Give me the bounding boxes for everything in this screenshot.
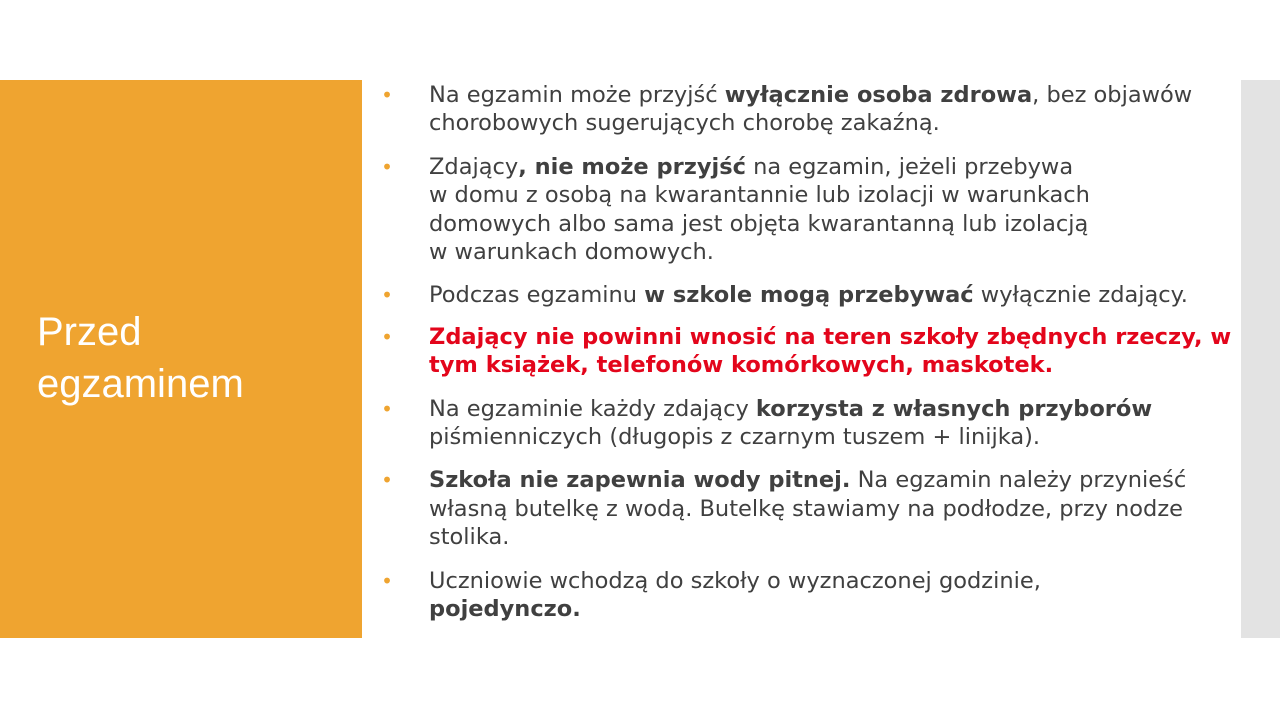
bullet-line: Szkoła nie zapewnia wody pitnej. Na egzamin należy przynieść	[429, 467, 1187, 494]
bullet-line: chorobowych sugerujących chorobę zakaźną.	[429, 110, 940, 137]
bullet-dot-icon: •	[381, 154, 393, 179]
bold-text: w szkole mogą przebywać	[644, 282, 974, 309]
bullet-dot-icon: •	[381, 83, 393, 107]
bullet-line: Na egzamin może przyjść wyłącznie osoba zdrowa, bez objawów	[429, 82, 1193, 108]
bullet-line: Uczniowie wchodzą do szkoły o wyznaczonej godzinie,	[429, 567, 1041, 594]
bullet-list	[380, 81, 1236, 624]
bullet-line: domowych albo sama jest objęta kwarantanną lub izolacją	[429, 210, 1089, 237]
bullet-dot-icon: •	[381, 283, 393, 308]
bullet-item-health	[380, 81, 1236, 138]
bullet-dot-icon: •	[381, 568, 393, 593]
bullet-item-own-supplies	[380, 395, 1236, 452]
bold-text: wyłącznie osoba zdrowa	[724, 82, 1033, 108]
bullet-dot-icon: •	[381, 468, 393, 493]
bold-text: , nie może przyjść	[518, 153, 746, 180]
bullet-line: Zdający nie powinni wnosić na teren szkoły zbędnych rzeczy, w	[429, 323, 1232, 350]
bullet-item-water	[380, 466, 1236, 551]
bullet-item-quarantine	[380, 153, 1236, 267]
slide-title: Przed egzaminem	[37, 310, 244, 406]
bullet-line: Na egzaminie każdy zdający korzysta z własnych przyborów	[429, 395, 1153, 422]
bullet-line: tym książek, telefonów komórkowych, maskotek.	[429, 352, 1054, 379]
bullet-item-entry	[380, 567, 1236, 624]
bullet-line: stolika.	[429, 524, 510, 551]
bullet-line: w domu z osobą na kwarantannie lub izolacji w warunkach	[429, 182, 1090, 209]
bullet-line: pojedynczo.	[429, 596, 581, 623]
bullet-item-presence	[380, 281, 1236, 309]
bullet-line: w warunkach domowych.	[429, 239, 714, 266]
bullet-line: Podczas egzaminu w szkole mogą przebywać wyłącznie zdający.	[429, 282, 1188, 309]
right-decor-stripe	[1241, 80, 1280, 638]
bold-text: korzysta z własnych przyborów	[755, 395, 1153, 422]
bold-text: Szkoła nie zapewnia wody pitnej.	[429, 467, 851, 494]
bullet-line: piśmienniczych (długopis z czarnym tuszem + linijka).	[429, 424, 1041, 451]
bullet-line: Zdający, nie może przyjść na egzamin, jeżeli przebywa	[429, 153, 1074, 180]
bullet-item-items-warning	[380, 323, 1236, 380]
bullet-line: własną butelkę z wodą. Butelkę stawiamy na podłodze, przy nodze	[429, 495, 1183, 522]
bullet-dot-icon: •	[381, 324, 393, 349]
bullet-dot-icon: •	[381, 396, 393, 421]
